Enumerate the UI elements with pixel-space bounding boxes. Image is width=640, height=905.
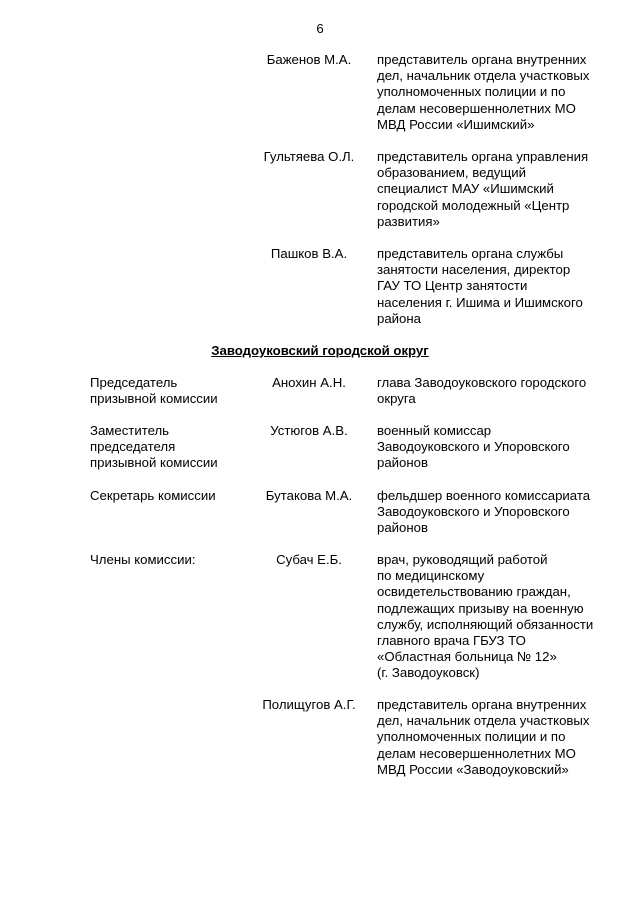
member-name: Гультяева О.Л. — [263, 149, 355, 164]
member-description: военный комиссар Заводоуковского и Упоровского районов — [377, 423, 570, 471]
member-description: фельдшер военного комиссариата Заводоуковского и Упоровского районов — [377, 488, 591, 536]
member-description: представитель органа внутренних дел, начальник отдела участковых уполномоченных полиции и по делам несовершеннолетних МО МВД России «Заводоуковский» — [377, 697, 590, 777]
member-description: представитель органа управления образованием, ведущий специалист МАУ «Ишимский городской молодежный «Центр развития» — [377, 149, 589, 229]
member-name: Анохин А.Н. — [272, 375, 346, 390]
page-number: 6 — [316, 21, 324, 36]
member-description: врач, руководящий работой по медицинскому освидетельствованию граждан, подлежащих призыву на военную службу, исполняющий обязанности главного врача ГБУЗ ТО «Областная больница № 12» (г. Заводоуковск) — [377, 552, 594, 681]
member-name: Баженов М.А. — [266, 52, 352, 67]
member-name: Субач Е.Б. — [276, 552, 342, 567]
section-heading: Заводоуковский городской округ — [211, 343, 429, 358]
member-name: Пашков В.А. — [270, 246, 348, 261]
commission-role: Секретарь комиссии — [90, 488, 216, 503]
member-description: представитель органа службы занятости населения, директор ГАУ ТО Центр занятости населения г. Ишима и Ишимского района — [377, 246, 583, 326]
member-description: представитель органа внутренних дел, начальник отдела участковых уполномоченных полиции и по делам несовершеннолетних МО МВД России «Ишимский» — [377, 52, 590, 132]
member-description: глава Заводоуковского городского округа — [377, 375, 587, 407]
commission-role: Заместитель председателя призывной комиссии — [90, 423, 218, 471]
member-name: Бутакова М.А. — [265, 488, 353, 503]
commission-role: Члены комиссии: — [90, 552, 196, 567]
commission-role: Председатель призывной комиссии — [90, 375, 218, 407]
member-name: Устюгов А.В. — [270, 423, 348, 438]
member-name: Полищугов А.Г. — [262, 697, 356, 712]
